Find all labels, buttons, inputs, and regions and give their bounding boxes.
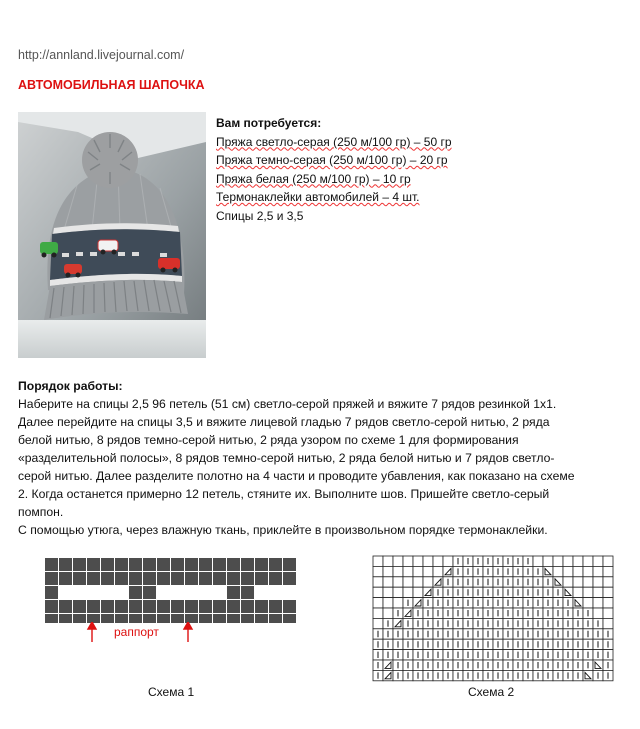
scheme1-cell — [73, 572, 87, 586]
scheme2-cell — [403, 556, 413, 566]
knitted-hat-photo — [18, 112, 206, 358]
scheme2-cell — [443, 556, 453, 566]
scheme1-cell — [143, 572, 157, 586]
scheme2-cell — [573, 556, 583, 566]
scheme2-cell — [403, 566, 413, 576]
scheme2-cell — [383, 598, 393, 608]
procedure-line: Наберите на спицы 2,5 96 петель (51 см) светло-серой пряжей и вяжите 7 рядов резинкой 1х1. — [18, 397, 557, 411]
scheme2-cell — [373, 577, 383, 587]
scheme1-cell — [115, 586, 129, 600]
scheme1-cell — [45, 614, 59, 624]
scheme1-cell — [45, 572, 59, 586]
scheme1-cell — [171, 558, 185, 572]
scheme2-cell — [593, 577, 603, 587]
scheme1-cell — [115, 600, 129, 614]
scheme1-cell — [101, 572, 115, 586]
scheme2-cell — [583, 566, 593, 576]
scheme2-cell — [553, 566, 563, 576]
scheme2-caption: Схема 2 — [468, 685, 515, 699]
scheme2-cell — [373, 608, 383, 618]
procedure-line: Далее перейдите на спицы 3,5 и вяжите лицевой гладью 7 рядов светло-серой нитью, 2 ряда — [18, 415, 550, 429]
scheme2-cell — [393, 556, 403, 566]
scheme1-cell — [157, 558, 171, 572]
scheme1-cell — [283, 586, 297, 600]
procedure-line: белой нитью, 8 рядов темно-серой нитью, 2 ряда узором по схеме 1 для формирования — [18, 433, 519, 447]
scheme2-cell — [563, 577, 573, 587]
scheme2-grid — [372, 555, 614, 683]
scheme2-cell — [373, 587, 383, 597]
scheme1-cell — [199, 600, 213, 614]
requirements-block — [216, 114, 452, 225]
scheme1-cell — [143, 586, 157, 600]
procedure-line: серой нитью. Далее разделите полотно на 4 части и проводите убавления, как показано на схеме — [18, 469, 575, 483]
scheme2-cell — [373, 598, 383, 608]
scheme2-cell — [393, 566, 403, 576]
scheme1-cell — [283, 558, 297, 572]
scheme2-cell — [583, 587, 593, 597]
scheme2-cell — [403, 577, 413, 587]
scheme1-cell — [199, 572, 213, 586]
hat-photo-drawing — [18, 112, 206, 358]
scheme1-cell — [115, 572, 129, 586]
scheme1-caption: Схема 1 — [148, 685, 195, 699]
procedure-line: 2. Когда останется примерно 12 петель, стяните их. Выполните шов. Пришейте светло-серый — [18, 487, 550, 501]
scheme1-cell — [213, 558, 227, 572]
scheme2-cell — [413, 577, 423, 587]
scheme1-cell — [269, 572, 283, 586]
procedure-heading: Порядок работы: — [18, 379, 123, 393]
scheme1-cell — [185, 586, 199, 600]
scheme2-cell — [593, 598, 603, 608]
scheme2-cell — [413, 587, 423, 597]
scheme2-cell — [423, 556, 433, 566]
scheme1-cell — [185, 600, 199, 614]
procedure-line: С помощью утюга, через влажную ткань, приклейте в произвольном порядке термонаклейки. — [18, 523, 548, 537]
scheme2-cell — [583, 577, 593, 587]
scheme2-cell — [543, 556, 553, 566]
scheme1-cell — [227, 614, 241, 624]
scheme1-cell — [59, 586, 73, 600]
scheme1-cell — [255, 572, 269, 586]
scheme2-cell — [603, 587, 613, 597]
scheme1-cell — [283, 614, 297, 624]
scheme1-cell — [283, 600, 297, 614]
scheme2-cell — [433, 556, 443, 566]
scheme2-cell — [583, 598, 593, 608]
scheme1-cell — [213, 572, 227, 586]
scheme1-cell — [87, 558, 101, 572]
scheme1-cell — [45, 600, 59, 614]
scheme1-cell — [171, 600, 185, 614]
scheme1-cell — [241, 586, 255, 600]
scheme1-cell — [199, 586, 213, 600]
scheme1-cell — [255, 614, 269, 624]
scheme2-cell — [573, 577, 583, 587]
scheme1-cell — [157, 586, 171, 600]
scheme2-cell — [573, 566, 583, 576]
scheme2-cell — [553, 556, 563, 566]
requirement-line: Пряжа белая (250 м/100 гр) – 10 гр — [216, 171, 411, 186]
scheme1-cell — [59, 600, 73, 614]
scheme1-cell — [227, 600, 241, 614]
scheme1-cell — [241, 614, 255, 624]
scheme2-cell — [603, 608, 613, 618]
requirement-line: Пряжа светло-серая (250 м/100 гр) – 50 гр — [216, 134, 452, 149]
scheme2-cell — [433, 566, 443, 576]
scheme2-cell — [393, 577, 403, 587]
rapport-label: раппорт — [114, 625, 159, 639]
scheme1-cell — [241, 600, 255, 614]
scheme2-cell — [563, 566, 573, 576]
scheme1-grid — [44, 557, 306, 623]
scheme2-cell — [593, 608, 603, 618]
scheme1-cell — [227, 558, 241, 572]
scheme2-cell — [593, 566, 603, 576]
scheme1-cell — [87, 586, 101, 600]
scheme1-cell — [185, 558, 199, 572]
scheme1-cell — [171, 572, 185, 586]
scheme2-cell — [603, 618, 613, 628]
scheme1-cell — [227, 572, 241, 586]
page-title: АВТОМОБИЛЬНАЯ ШАПОЧКА — [18, 78, 205, 92]
scheme2-cell — [603, 566, 613, 576]
scheme1-cell — [185, 572, 199, 586]
scheme2-cell — [393, 598, 403, 608]
scheme1-cell — [73, 600, 87, 614]
scheme2-cell — [383, 556, 393, 566]
scheme2-cell — [383, 566, 393, 576]
requirement-line: Термонаклейки автомобилей – 4 шт. — [216, 190, 420, 204]
scheme1-cell — [157, 572, 171, 586]
scheme2-cell — [383, 577, 393, 587]
scheme2-cell — [413, 566, 423, 576]
scheme1-cell — [269, 586, 283, 600]
scheme2-cell — [603, 577, 613, 587]
scheme2-cell — [593, 587, 603, 597]
scheme1-cell — [227, 586, 241, 600]
scheme1-cell — [269, 614, 283, 624]
scheme1-cell — [171, 586, 185, 600]
scheme2-cell — [393, 587, 403, 597]
scheme1-cell — [269, 600, 283, 614]
scheme1-cell — [143, 558, 157, 572]
scheme1-cell — [255, 600, 269, 614]
scheme1-cell — [255, 586, 269, 600]
source-url: http://annland.livejournal.com/ — [18, 48, 185, 62]
scheme1-cell — [213, 586, 227, 600]
scheme2-cell — [373, 566, 383, 576]
scheme1-cell — [129, 558, 143, 572]
scheme1-cell — [59, 614, 73, 624]
scheme1-cell — [101, 600, 115, 614]
scheme1-cell — [283, 572, 297, 586]
scheme1-cell — [199, 558, 213, 572]
scheme1-cell — [59, 558, 73, 572]
scheme1-cell — [101, 558, 115, 572]
scheme1-cell — [213, 614, 227, 624]
scheme1-cell — [115, 558, 129, 572]
scheme1-cell — [45, 558, 59, 572]
scheme2-cell — [563, 556, 573, 566]
scheme1-cell — [129, 586, 143, 600]
scheme1-cell — [213, 600, 227, 614]
scheme2-cell — [423, 577, 433, 587]
scheme2-cell — [403, 587, 413, 597]
requirements-heading: Вам потребуется: — [216, 116, 322, 130]
scheme2-cell — [533, 556, 543, 566]
requirement-line: Спицы 2,5 и 3,5 — [216, 208, 304, 223]
scheme2-cell — [373, 618, 383, 628]
procedure-line: «разделительной полосы», 8 рядов темно-серой нитью, 2 ряда белой нитью и 7 рядов светло- — [18, 451, 555, 465]
scheme1-cell — [59, 572, 73, 586]
scheme2-cell — [583, 556, 593, 566]
scheme1-cell — [101, 586, 115, 600]
scheme1-cell — [73, 558, 87, 572]
scheme1-cell — [129, 572, 143, 586]
scheme2-cell — [573, 587, 583, 597]
scheme2-cell — [383, 587, 393, 597]
scheme2-cell — [603, 556, 613, 566]
scheme1-cell — [73, 586, 87, 600]
scheme1-cell — [45, 586, 59, 600]
scheme1-cell — [241, 572, 255, 586]
scheme1-cell — [87, 572, 101, 586]
scheme1-cell — [87, 600, 101, 614]
scheme1-cell — [129, 600, 143, 614]
scheme1-cell — [255, 558, 269, 572]
procedure-line: помпон. — [18, 505, 64, 519]
scheme1-cell — [157, 600, 171, 614]
scheme1-cell — [269, 558, 283, 572]
scheme2-cell — [383, 608, 393, 618]
scheme1-cell — [143, 600, 157, 614]
scheme2-cell — [603, 598, 613, 608]
requirement-line: Пряжа темно-серая (250 м/100 гр) – 20 гр — [216, 153, 448, 167]
scheme2-cell — [593, 556, 603, 566]
scheme2-cell — [413, 556, 423, 566]
procedure-block — [18, 377, 626, 539]
scheme2-cell — [373, 556, 383, 566]
scheme2-cell — [423, 566, 433, 576]
scheme1-cell — [241, 558, 255, 572]
